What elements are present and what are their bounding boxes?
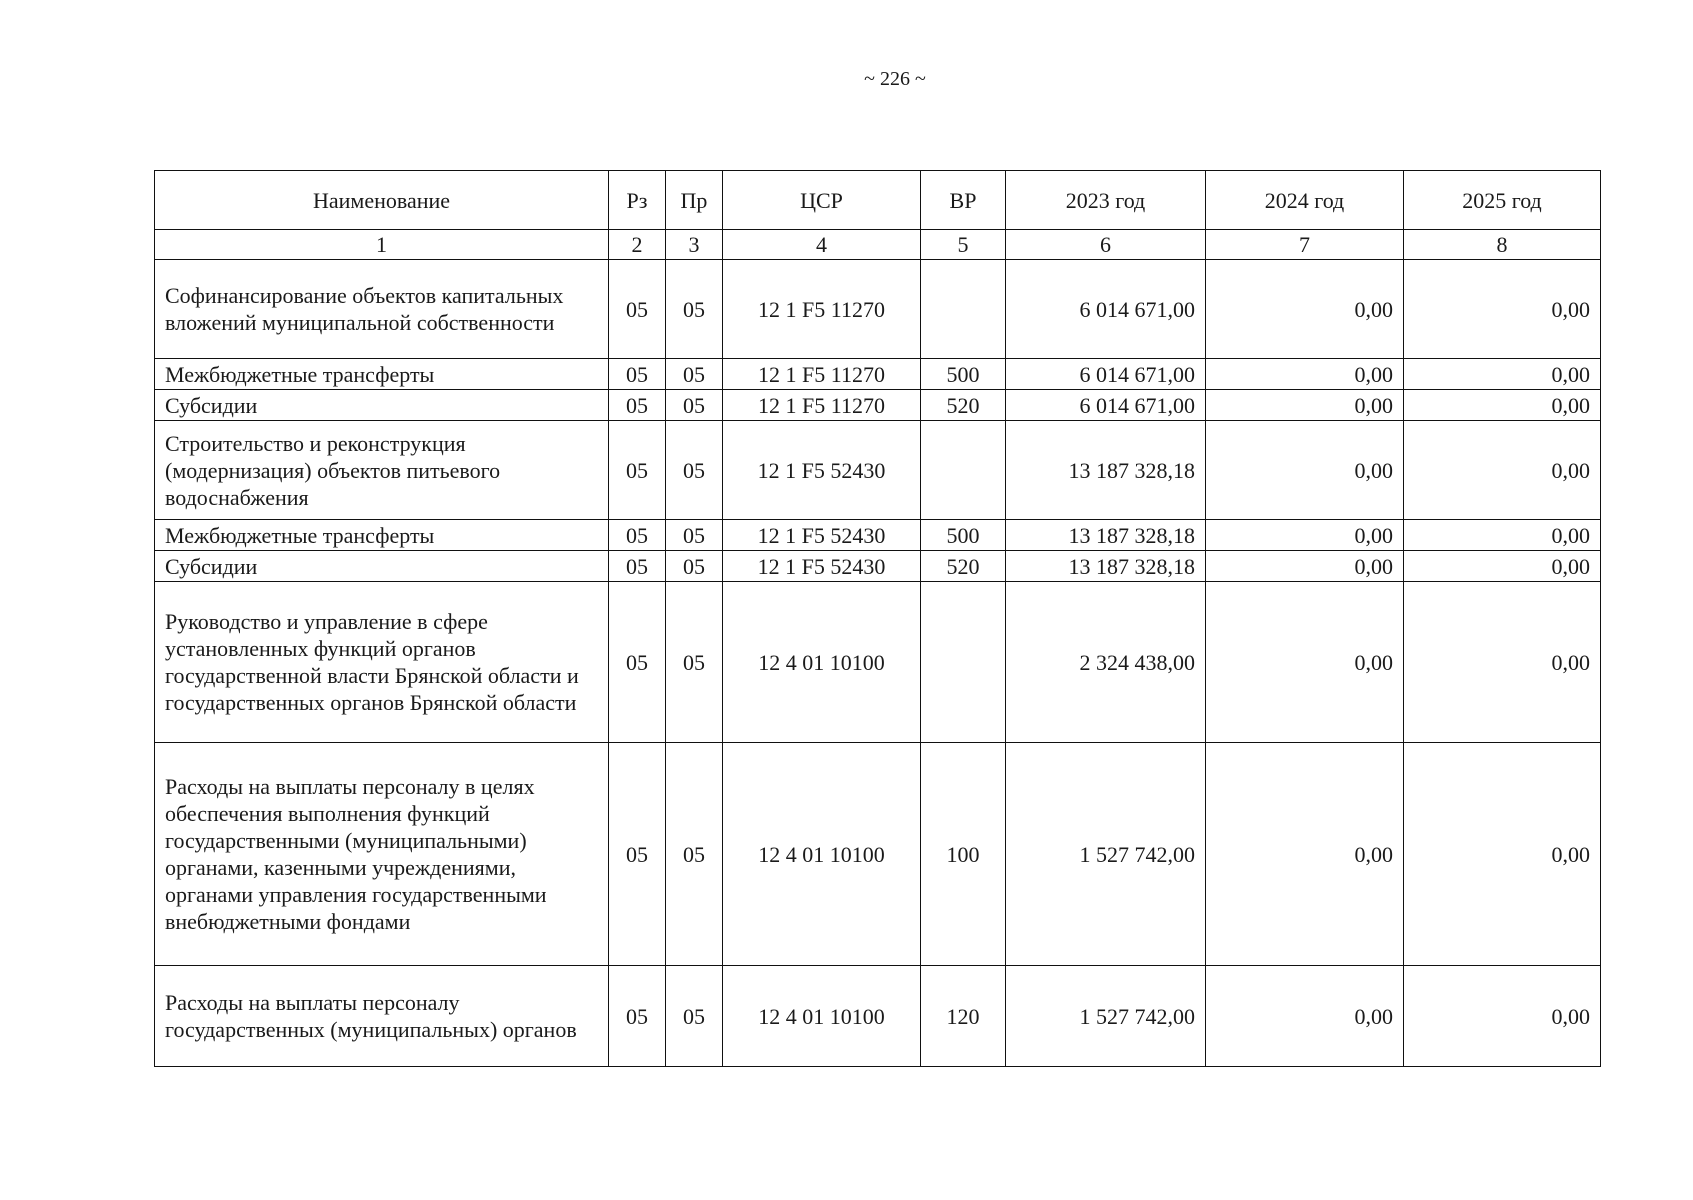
row-vr: 100 — [921, 743, 1006, 966]
row-2024: 0,00 — [1206, 966, 1404, 1067]
row-pr: 05 — [666, 582, 723, 743]
table-row — [155, 743, 1601, 966]
header-row — [155, 171, 1601, 230]
row-2023: 13 187 328,18 — [1006, 421, 1206, 520]
row-pr: 05 — [666, 390, 723, 421]
row-2024: 0,00 — [1206, 551, 1404, 582]
header-csr: ЦСР — [723, 171, 921, 230]
row-2024: 0,00 — [1206, 421, 1404, 520]
row-rz: 05 — [609, 743, 666, 966]
row-pr: 05 — [666, 359, 723, 390]
column-number: 7 — [1206, 230, 1404, 260]
row-rz: 05 — [609, 966, 666, 1067]
row-name: Субсидии — [155, 551, 609, 582]
row-csr: 12 1 F5 11270 — [723, 260, 921, 359]
row-2024: 0,00 — [1206, 260, 1404, 359]
row-name: Строительство и реконструкция (модернизация) объектов питьевого водоснабжения — [155, 421, 609, 520]
header-2025: 2025 год — [1404, 171, 1601, 230]
row-pr: 05 — [666, 551, 723, 582]
row-vr: 500 — [921, 520, 1006, 551]
table-row — [155, 260, 1601, 359]
row-vr: 500 — [921, 359, 1006, 390]
row-csr: 12 4 01 10100 — [723, 743, 921, 966]
column-number: 3 — [666, 230, 723, 260]
table-row — [155, 582, 1601, 743]
row-vr — [921, 260, 1006, 359]
row-rz: 05 — [609, 390, 666, 421]
row-pr: 05 — [666, 743, 723, 966]
row-2023: 6 014 671,00 — [1006, 359, 1206, 390]
row-rz: 05 — [609, 359, 666, 390]
row-2024: 0,00 — [1206, 582, 1404, 743]
column-number-row — [155, 230, 1601, 260]
row-pr: 05 — [666, 421, 723, 520]
row-rz: 05 — [609, 260, 666, 359]
table-row — [155, 520, 1601, 551]
row-vr: 520 — [921, 551, 1006, 582]
table-row — [155, 551, 1601, 582]
row-vr — [921, 582, 1006, 743]
row-2025: 0,00 — [1404, 520, 1601, 551]
row-csr: 12 1 F5 52430 — [723, 520, 921, 551]
row-csr: 12 4 01 10100 — [723, 966, 921, 1067]
row-2025: 0,00 — [1404, 743, 1601, 966]
row-vr — [921, 421, 1006, 520]
column-number: 6 — [1006, 230, 1206, 260]
row-2023: 1 527 742,00 — [1006, 743, 1206, 966]
column-number: 2 — [609, 230, 666, 260]
row-name: Софинансирование объектов капитальных вложений муниципальной собственности — [155, 260, 609, 359]
row-csr: 12 1 F5 52430 — [723, 551, 921, 582]
row-2024: 0,00 — [1206, 359, 1404, 390]
header-rz: Рз — [609, 171, 666, 230]
row-name: Руководство и управление в сфере установленных функций органов государственной власти Брянской области и государственных органов Брянской области — [155, 582, 609, 743]
header-name: Наименование — [155, 171, 609, 230]
table-row — [155, 359, 1601, 390]
row-2025: 0,00 — [1404, 966, 1601, 1067]
row-vr: 120 — [921, 966, 1006, 1067]
row-2025: 0,00 — [1404, 551, 1601, 582]
table-row — [155, 390, 1601, 421]
row-2025: 0,00 — [1404, 390, 1601, 421]
row-name: Межбюджетные трансферты — [155, 359, 609, 390]
row-rz: 05 — [609, 520, 666, 551]
row-2023: 2 324 438,00 — [1006, 582, 1206, 743]
row-rz: 05 — [609, 582, 666, 743]
row-2023: 13 187 328,18 — [1006, 551, 1206, 582]
row-2023: 6 014 671,00 — [1006, 390, 1206, 421]
row-csr: 12 1 F5 52430 — [723, 421, 921, 520]
row-csr: 12 1 F5 11270 — [723, 390, 921, 421]
column-number: 1 — [155, 230, 609, 260]
row-name: Межбюджетные трансферты — [155, 520, 609, 551]
row-2024: 0,00 — [1206, 390, 1404, 421]
header-pr: Пр — [666, 171, 723, 230]
row-name: Субсидии — [155, 390, 609, 421]
row-2023: 1 527 742,00 — [1006, 966, 1206, 1067]
header-vr: ВР — [921, 171, 1006, 230]
row-2025: 0,00 — [1404, 582, 1601, 743]
column-number: 8 — [1404, 230, 1601, 260]
row-2023: 6 014 671,00 — [1006, 260, 1206, 359]
row-csr: 12 1 F5 11270 — [723, 359, 921, 390]
row-pr: 05 — [666, 520, 723, 551]
row-2024: 0,00 — [1206, 743, 1404, 966]
row-2025: 0,00 — [1404, 421, 1601, 520]
row-csr: 12 4 01 10100 — [723, 582, 921, 743]
column-number: 4 — [723, 230, 921, 260]
row-vr: 520 — [921, 390, 1006, 421]
header-2024: 2024 год — [1206, 171, 1404, 230]
table-row — [155, 966, 1601, 1067]
row-rz: 05 — [609, 551, 666, 582]
row-name: Расходы на выплаты персоналу в целях обеспечения выполнения функций государственными (муниципальными) органами, казенными учреждениями, органами управления государственными внебюджетными фондами — [155, 743, 609, 966]
budget-table — [154, 170, 1601, 1067]
page-number: ~ 226 ~ — [864, 68, 926, 90]
row-pr: 05 — [666, 966, 723, 1067]
row-2024: 0,00 — [1206, 520, 1404, 551]
row-rz: 05 — [609, 421, 666, 520]
header-2023: 2023 год — [1006, 171, 1206, 230]
row-2025: 0,00 — [1404, 260, 1601, 359]
row-pr: 05 — [666, 260, 723, 359]
table-row — [155, 421, 1601, 520]
column-number: 5 — [921, 230, 1006, 260]
row-2025: 0,00 — [1404, 359, 1601, 390]
row-2023: 13 187 328,18 — [1006, 520, 1206, 551]
row-name: Расходы на выплаты персоналу государственных (муниципальных) органов — [155, 966, 609, 1067]
